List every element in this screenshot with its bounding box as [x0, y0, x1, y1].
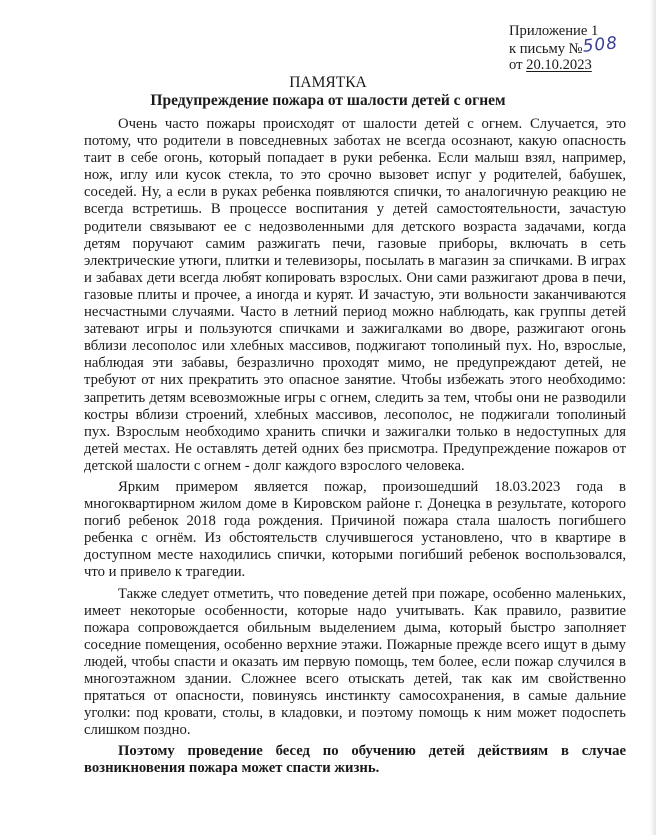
- letter-date-prefix: от: [509, 57, 527, 73]
- letter-date-line: [509, 57, 649, 74]
- appendix-block: [509, 23, 649, 74]
- handwritten-letter-number: 508: [581, 32, 619, 57]
- letter-reference: [509, 32, 649, 58]
- document-title: ПАМЯТКА: [289, 74, 367, 91]
- document-body: [84, 116, 626, 782]
- paragraph-example: Ярким примером является пожар, произошедший 18.03.2023 года в многоквартирном жилом доме в Кировском районе г. Донецка в результате, которого погиб ребенок 2018 года рождения. Причиной пожара стала шалость погибшего ребенка с огнём. Из обстоятельств случившегося установлено, что в квартире в доступном месте находились спички, которыми погибший ребенок воспользовался, что и привело к трагедии.: [84, 478, 626, 581]
- paragraph-intro: Очень часто пожары происходят от шалости детей с огнем. Случается, это потому, что родители в повседневных заботах не всегда осознают, какую опасность таит в себе огонь, который попадает в руки ребенка. Если малыш взял, например, нож, иглу или кусок стекла, то это срочно вызовет испуг у родителей, бабушек, соседей. Ну, а если в руках ребенка появляются спички, то аналогичную реакцию не всегда встретишь. В процессе воспитания у детей самостоятельности, зачастую родители связывают ее с недозволенными для детского возраста задачами, когда детям поручают самим разжигать печи, газовые приборы, включать в сеть электрические утюги, плитки и телевизоры, посылать в магазин за спичками. В играх и забавах дети всегда любят копировать взрослых. Они сами разжигают дрова в печи, газовые плиты и прочее, а иногда и курят. И зачастую, эти вольности заканчиваются несчастными случаями. Часто в летний период можно наблюдать, как группы детей затевают игры и пользуются спичками и зажигалками во дворе, разжигают огонь вблизи лесополос или хлебных массивов, поджигают тополиный пух. Но, взрослые, наблюдая эти забавы, безразлично проходят мимо, не предупреждают детей, не требуют от них прекратить это опасное занятие. Чтобы избежать этого необходимо: запретить детям всевозможные игры с огнем, следить за тем, чтобы они не разводили костры вблизи строений, хлебных массивов, лесополос, не поджигали тополиный пух. Взрослым необходимо хранить спички и зажигалки только в недоступных для детей местах. Не оставлять детей одних без присмотра. Предупреждение пожаров от детской шалости с огнем - долг каждого взрослого человека.: [84, 116, 626, 474]
- paragraph-conclusion: Поэтому проведение бесед по обучению детей действиям в случае возникновения пожара может спасти жизнь.: [84, 743, 626, 777]
- paragraph-behavior: Также следует отметить, что поведение детей при пожаре, особенно маленьких, имеет некоторые особенности, которые надо учитывать. Как правило, развитие пожара сопровождается обильным выделением дыма, который быстро заполняет соседние помещения, особенно верхние этажи. Пожарные прежде всего ищут в дыму людей, чтобы спасти и оказать им первую помощь, тем более, если пожар случился в многоэтажном здании. Сложнее всего отыскать детей, так как им свойственно прятаться от опасности, повинуясь инстинкту самосохранения, в самые дальние уголки: под кровати, столы, в кладовки, и поэтому помощь к ним может подоспеть слишком поздно.: [84, 585, 626, 739]
- page-edge-shadow: [650, 0, 656, 835]
- letter-number-prefix: к письму №: [509, 40, 583, 57]
- letter-date: 20.10.2023: [526, 57, 592, 73]
- document-subtitle: Предупреждение пожара от шалости детей с огнем: [150, 92, 506, 109]
- appendix-label: Приложение 1: [509, 23, 599, 39]
